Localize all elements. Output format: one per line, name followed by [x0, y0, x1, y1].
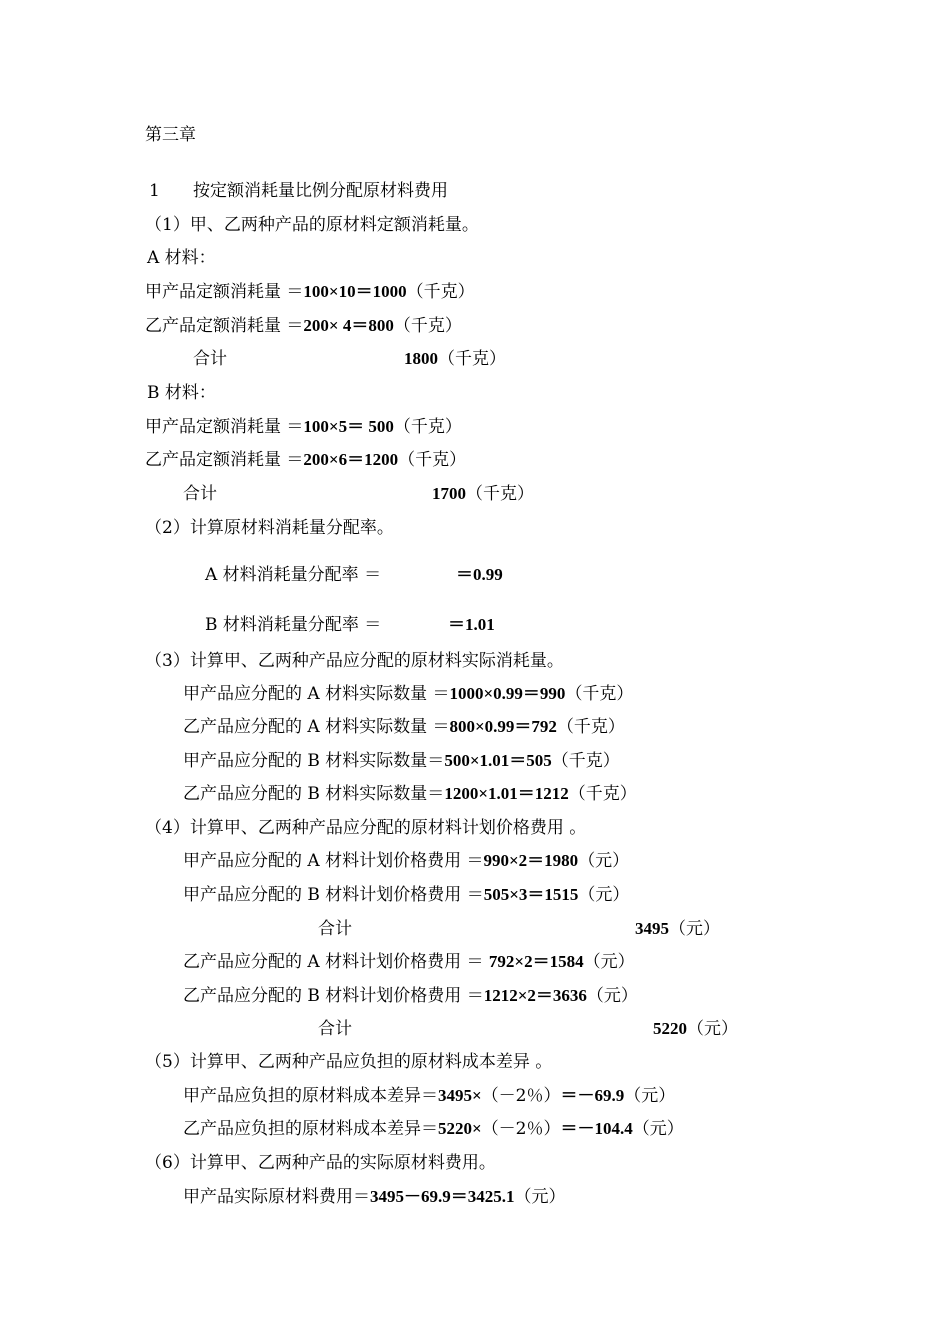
step-4-yi-total-value — [653, 1018, 738, 1040]
material-a-jia-line — [145, 281, 475, 303]
total-unit: （千克） — [466, 484, 534, 504]
line-percent: （－2％） — [481, 1119, 561, 1139]
material-b-yi-line — [145, 449, 466, 471]
line-label: 甲产品应分配的 A 材料计划价格费用 ＝ — [183, 851, 484, 871]
line-unit: （元） — [624, 1086, 676, 1106]
section-1-number: 1 — [149, 181, 160, 201]
step-6-heading: （6）计算甲、乙两种产品的实际原材料费用。 — [145, 1153, 496, 1173]
line-unit: （千克） — [393, 316, 462, 336]
rate-a-label: A 材料消耗量分配率 ＝ — [205, 565, 382, 585]
material-b-total-label: 合计 — [183, 484, 217, 504]
step-6-jia-line — [183, 1186, 566, 1208]
line-unit: （元） — [578, 851, 630, 871]
material-a-total-value — [404, 348, 506, 370]
line-label: 甲产品应分配的 A 材料实际数量 ＝ — [183, 684, 450, 704]
step-1-heading: （1）甲、乙两种产品的原材料定额消耗量。 — [145, 215, 479, 235]
step-5-yi-line — [183, 1118, 684, 1140]
step-3-line — [183, 783, 637, 805]
chapter-title: 第三章 — [145, 125, 196, 145]
step-3-line — [183, 750, 620, 772]
step-3-line — [183, 716, 625, 738]
line-formula: 3495－69.9＝3425.1 — [370, 1187, 515, 1206]
step-4-jia-total-label: 合计 — [318, 919, 352, 939]
material-b-jia-line — [145, 416, 462, 438]
line-result: ＝－104.4 — [560, 1119, 633, 1138]
material-a-total-label: 合计 — [193, 349, 227, 369]
line-unit: （元） — [586, 986, 638, 1006]
step-3-heading: （3）计算甲、乙两种产品应分配的原材料实际消耗量。 — [145, 651, 564, 671]
step-5-heading: （5）计算甲、乙两种产品应负担的原材料成本差异 。 — [145, 1052, 553, 1072]
line-label: 乙产品应分配的 A 材料实际数量 ＝ — [183, 717, 450, 737]
total-value: 1700 — [432, 484, 466, 503]
line-unit: （千克） — [393, 417, 462, 437]
line-formula: 800×0.99＝792 — [449, 717, 557, 736]
step-4-yi-b-line — [183, 985, 638, 1007]
line-unit: （元） — [632, 1119, 684, 1139]
material-a-yi-line — [145, 315, 462, 337]
line-formula: 5220× — [438, 1119, 482, 1138]
step-3-line — [183, 683, 633, 705]
line-label: 甲产品应分配的 B 材料实际数量＝ — [183, 751, 445, 771]
line-label: 乙产品应分配的 B 材料实际数量＝ — [183, 784, 445, 804]
rate-a-value: ＝0.99 — [456, 565, 503, 584]
rate-b-value: ＝1.01 — [448, 615, 495, 634]
material-b-label: B 材料： — [147, 383, 216, 403]
line-formula: 500×1.01＝505 — [444, 751, 552, 770]
step-4-heading: （4）计算甲、乙两种产品应分配的原材料计划价格费用 。 — [145, 818, 587, 838]
line-label: 甲产品实际原材料费用＝ — [183, 1187, 370, 1207]
line-label: 甲产品定额消耗量 ＝ — [145, 282, 304, 302]
line-label: 甲产品应分配的 B 材料计划价格费用 ＝ — [183, 885, 484, 905]
step-4-yi-a-line — [183, 951, 635, 973]
total-value: 5220 — [653, 1019, 687, 1038]
total-value: 3495 — [635, 919, 669, 938]
line-label: 乙产品定额消耗量 ＝ — [145, 316, 304, 336]
step-4-jia-total-value — [635, 918, 720, 940]
step-4-jia-b-line — [183, 884, 629, 906]
line-unit: （千克） — [568, 784, 637, 804]
line-label: 乙产品定额消耗量 ＝ — [145, 450, 304, 470]
material-b-total-value — [432, 483, 534, 505]
line-percent: （－2％） — [481, 1086, 561, 1106]
line-formula: 200× 4＝800 — [303, 316, 394, 335]
line-formula: 1000×0.99＝990 — [449, 684, 566, 703]
line-result: ＝－69.9 — [560, 1086, 625, 1105]
line-unit: （千克） — [556, 717, 625, 737]
line-unit: （元） — [583, 952, 635, 972]
line-formula: 1212×2＝3636 — [483, 986, 587, 1005]
total-unit: （千克） — [438, 349, 506, 369]
line-label: 甲产品定额消耗量 ＝ — [145, 417, 304, 437]
total-value: 1800 — [404, 349, 438, 368]
line-label: 乙产品应分配的 B 材料计划价格费用 ＝ — [183, 986, 484, 1006]
line-label: 乙产品应分配的 A 材料计划价格费用 ＝ — [183, 952, 489, 972]
line-unit: （元） — [578, 885, 630, 905]
line-formula: 505×3＝1515 — [483, 885, 579, 904]
line-formula: 792×2＝1584 — [488, 952, 584, 971]
line-formula: 100×10＝1000 — [303, 282, 407, 301]
line-formula: 990×2＝1980 — [483, 851, 579, 870]
line-unit: （千克） — [551, 751, 620, 771]
line-label: 乙产品应负担的原材料成本差异＝ — [183, 1119, 438, 1139]
line-formula: 1200×1.01＝1212 — [444, 784, 569, 803]
line-formula: 200×6＝1200 — [303, 450, 399, 469]
material-a-label: A 材料： — [147, 248, 216, 268]
section-1-title: 按定额消耗量比例分配原材料费用 — [193, 181, 448, 201]
line-label: 甲产品应负担的原材料成本差异＝ — [183, 1086, 438, 1106]
line-formula: 3495× — [438, 1086, 482, 1105]
total-unit: （元） — [687, 1019, 738, 1039]
line-unit: （元） — [514, 1187, 566, 1207]
line-unit: （千克） — [406, 282, 475, 302]
line-unit: （千克） — [565, 684, 634, 704]
step-4-yi-total-label: 合计 — [318, 1019, 352, 1039]
line-unit: （千克） — [398, 450, 467, 470]
step-4-jia-a-line — [183, 850, 629, 872]
total-unit: （元） — [669, 919, 720, 939]
step-5-jia-line — [183, 1085, 675, 1107]
line-formula: 100×5＝ 500 — [303, 417, 394, 436]
rate-b-label: B 材料消耗量分配率 ＝ — [205, 615, 382, 635]
step-2-heading: （2）计算原材料消耗量分配率。 — [145, 518, 394, 538]
